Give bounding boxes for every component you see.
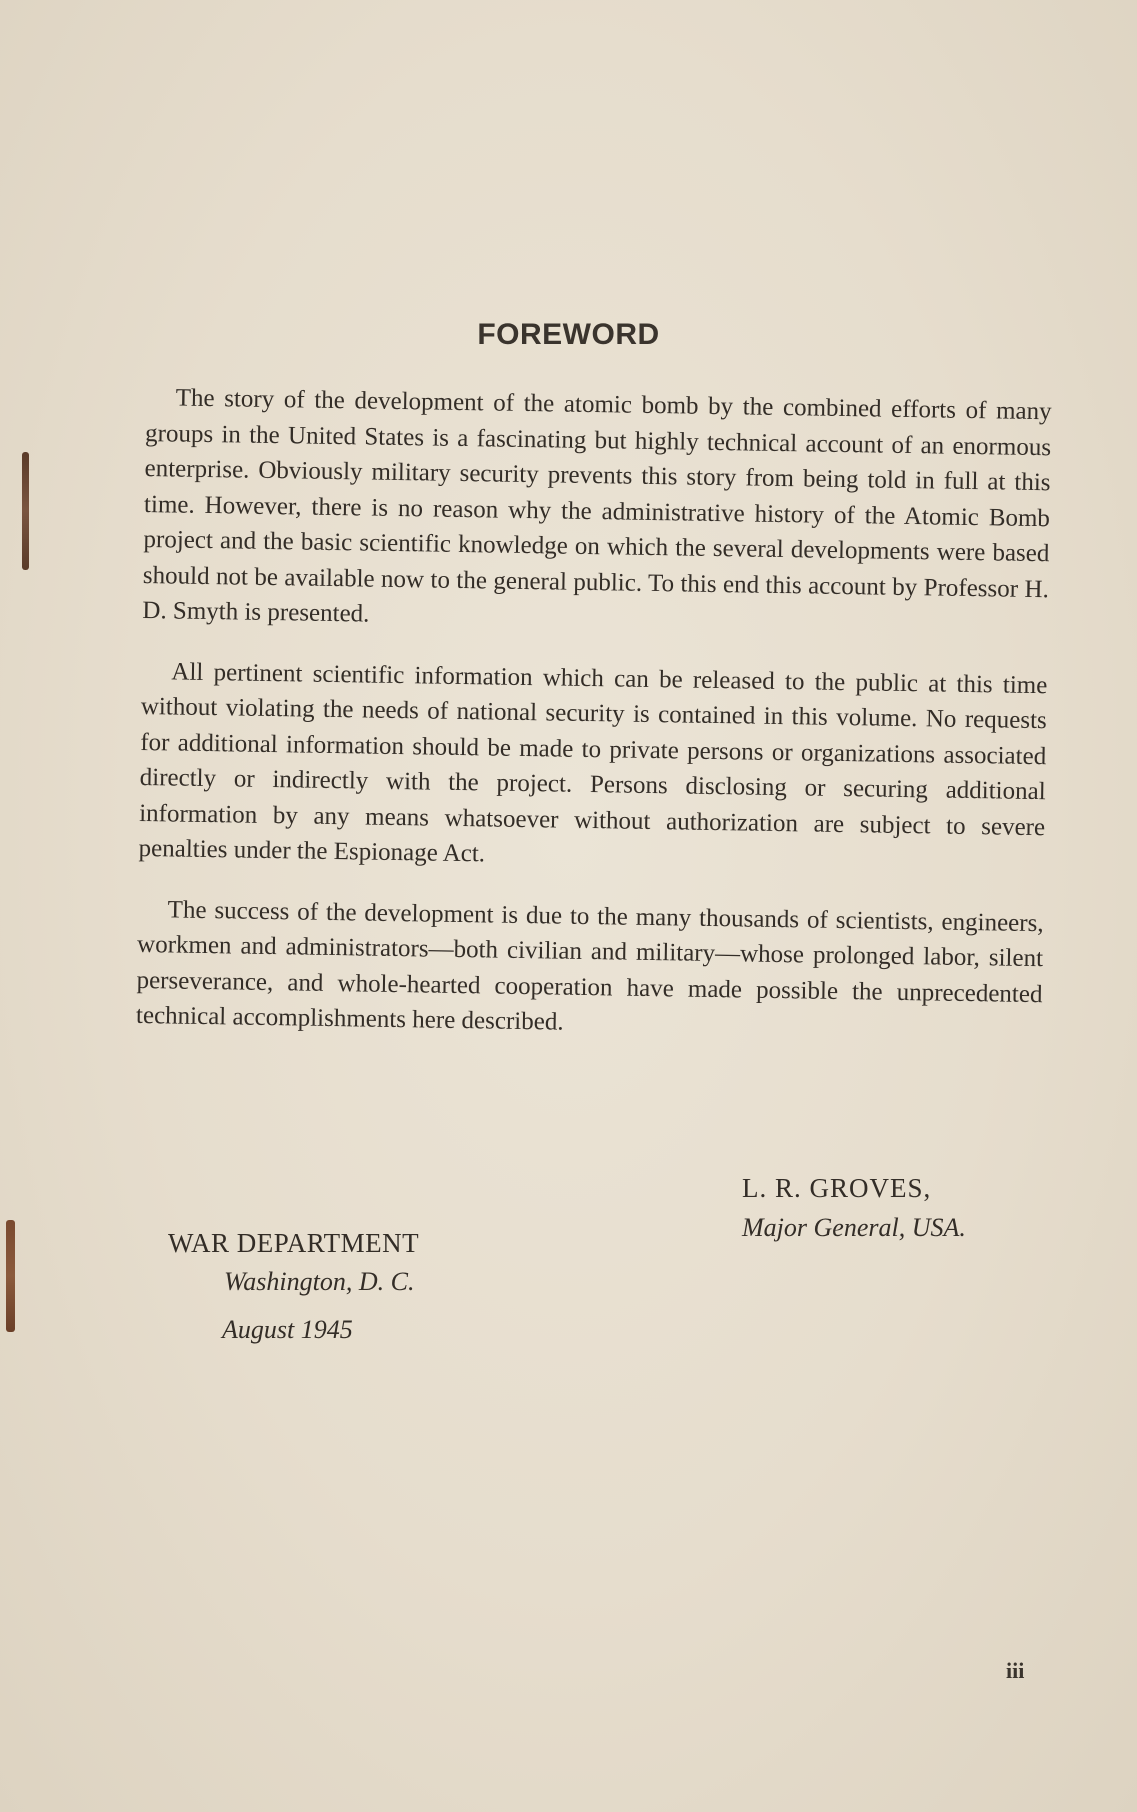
signatory-rank: Major General, USA. — [742, 1213, 966, 1242]
department-block — [168, 1228, 419, 1345]
foreword-paragraph-1: The story of the development of the atomic bomb by the combined efforts of many groups in the United States is a fascinating but highly technical account of an enormous enterprise. Obviously military security prevents this story from being told in full at this time. However, there is no reason why the administrative history of the Atomic Bomb project and the basic scientific knowledge on which the several developments were based should not be available now to the general public. To this end this account by Professor H. D. Smyth is presented. — [142, 384, 1052, 628]
foreword-heading: FOREWORD — [477, 318, 660, 351]
department-name: WAR DEPARTMENT — [168, 1228, 420, 1258]
foreword-paragraph-2: All pertinent scientific information which can be released to the public at this time without violating the needs of national security is contained in this volume. No requests for additional information should be made to private persons or organizations associated directly or indirectly with the project. Persons disclosing or securing additional information by any means whatsoever without authorization are subject to severe penalties under the Espionage Act. — [138, 657, 1048, 868]
foreword-paragraph-3: The success of the development is due to the many thousands of scientists, engineers, workmen and administrators—both civilian and military—whose prolonged labor, silent perseverance, and whole-hearted cooperation have made possible the unprecedented technical accomplishments here described. — [135, 895, 1044, 1036]
signature-block — [742, 1168, 966, 1248]
document-date: August 1945 — [222, 1315, 353, 1344]
staple-bottom — [6, 1220, 15, 1332]
signatory-name: L. R. GROVES, — [742, 1173, 932, 1203]
staple-top — [22, 452, 29, 570]
foreword-body — [135, 380, 1052, 1073]
department-location: Washington, D. C. — [224, 1267, 415, 1296]
page-number: iii — [1006, 1658, 1025, 1683]
